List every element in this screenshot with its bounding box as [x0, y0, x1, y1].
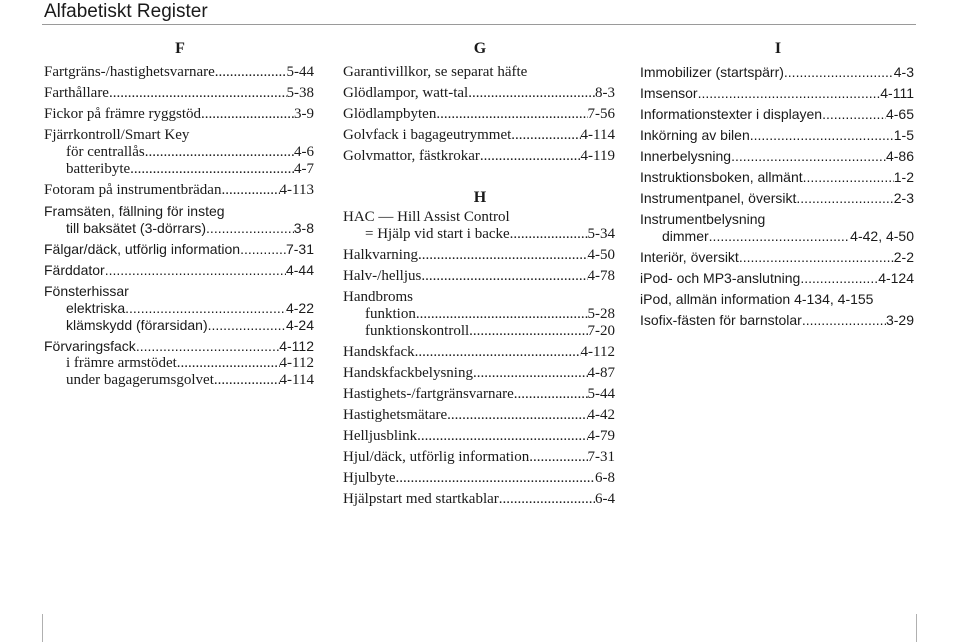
index-entry: Glödlampbyten ..... 7-56 — [343, 106, 615, 123]
index-entry: Handskfackbelysning ..... 4-87 — [343, 365, 615, 382]
index-subentry: elektriska ..... 4-22 — [44, 300, 314, 317]
letter-heading-i: I — [774, 40, 782, 57]
letter-heading-g: G — [473, 40, 487, 57]
index-entry: iPod, allmän information 4-134, 4-155 — [640, 291, 874, 307]
index-entry: Innerbelysning ..... 4-86 — [640, 148, 914, 165]
index-subentry: funktion ..... 5-28 — [343, 306, 615, 323]
index-subentry: i främre armstödet ..... 4-112 — [44, 355, 314, 372]
index-entry: Golvfack i bagageutrymmet ..... 4-114 — [343, 127, 615, 144]
index-subentry: dimmer ..... 4-42, 4-50 — [640, 228, 914, 245]
index-entry: Interiör, översikt ..... 2-2 — [640, 249, 914, 266]
index-subentry: funktionskontroll ..... 7-20 — [343, 323, 615, 340]
index-subentry: under bagagerumsgolvet ..... 4-114 — [44, 372, 314, 389]
index-entry: Fönsterhissar — [44, 283, 129, 299]
index-entry: Fjärrkontroll/Smart Key — [44, 127, 190, 143]
index-subentry: för centrallås ..... 4-6 — [44, 144, 314, 161]
index-entry: Halv-/helljus ..... 4-78 — [343, 268, 615, 285]
index-entry: Isofix-fästen för barnstolar ..... 3-29 — [640, 312, 914, 329]
index-entry: Hastighetsmätare ..... 4-42 — [343, 407, 615, 424]
index-entry: Handskfack ..... 4-112 — [343, 344, 615, 361]
index-entry: Framsäten, fällning för insteg — [44, 203, 225, 219]
index-subentry: = Hjälp vid start i backe ..... 5-34 — [343, 226, 615, 243]
index-subentry: till baksätet (3-dörrars) ..... 3-8 — [44, 220, 314, 237]
index-entry: Förvaringsfack ..... 4-112 — [44, 338, 314, 355]
index-entry: Garantivillkor, se separat häfte — [343, 64, 528, 80]
index-entry: Halkvarning ..... 4-50 — [343, 247, 615, 264]
index-entry: Hjul/däck, utförlig information ..... 7-31 — [343, 449, 615, 466]
index-entry: Instruktionsboken, allmänt ..... 1-2 — [640, 169, 914, 186]
page-corner-mark-left — [42, 614, 53, 642]
index-entry: HAC — Hill Assist Control — [343, 209, 510, 225]
index-entry: Imsensor ..... 4-111 — [640, 85, 914, 102]
index-entry: Fartgräns-/hastighetsvarnare ..... 5-44 — [44, 64, 314, 81]
index-column-i — [640, 38, 914, 329]
index-entry: Hastighets-/fartgränsvarnare ..... 5-44 — [343, 386, 615, 403]
index-entry: Färddator ..... 4-44 — [44, 262, 314, 279]
index-entry: Hjälpstart med startkablar ..... 6-4 — [343, 491, 615, 508]
page-header — [42, 0, 916, 25]
index-subentry: klämskydd (förarsidan) ..... 4-24 — [44, 317, 314, 334]
page-title: Alfabetiskt Register — [44, 1, 208, 22]
index-entry: Immobilizer (startspärr) ..... 4-3 — [640, 64, 914, 81]
index-entry: Handbroms — [343, 289, 413, 305]
index-entry: Fickor på främre ryggstöd ..... 3-9 — [44, 106, 314, 123]
index-entry: Fälgar/däck, utförlig information. ..... 7-31 — [44, 241, 314, 258]
index-entry: Instrumentbelysning — [640, 211, 766, 227]
index-subentry: batteribyte ..... 4-7 — [44, 161, 314, 178]
index-column-g-h — [343, 38, 615, 508]
index-entry: Golvmattor, fästkrokar ..... 4-119 — [343, 148, 615, 165]
index-entry: Hjulbyte ..... 6-8 — [343, 470, 615, 487]
index-column-f — [44, 38, 314, 389]
index-entry: Helljusblink ..... 4-79 — [343, 428, 615, 445]
page-corner-mark-right — [906, 614, 917, 642]
index-entry: Informationstexter i displayen ..... 4-65 — [640, 106, 914, 123]
index-entry: Fotoram på instrumentbrädan ..... 4-113 — [44, 182, 314, 199]
index-entry: Inkörning av bilen ..... 1-5 — [640, 127, 914, 144]
index-entry: Glödlampor, watt-tal ..... 8-3 — [343, 85, 615, 102]
letter-heading-f: F — [175, 40, 185, 57]
letter-heading-h: H — [473, 189, 487, 206]
index-entry: iPod- och MP3-anslutning ..... 4-124 — [640, 270, 914, 287]
index-entry: Instrumentpanel, översikt ..... 2-3 — [640, 190, 914, 207]
index-entry: Farthållare ..... 5-38 — [44, 85, 314, 102]
